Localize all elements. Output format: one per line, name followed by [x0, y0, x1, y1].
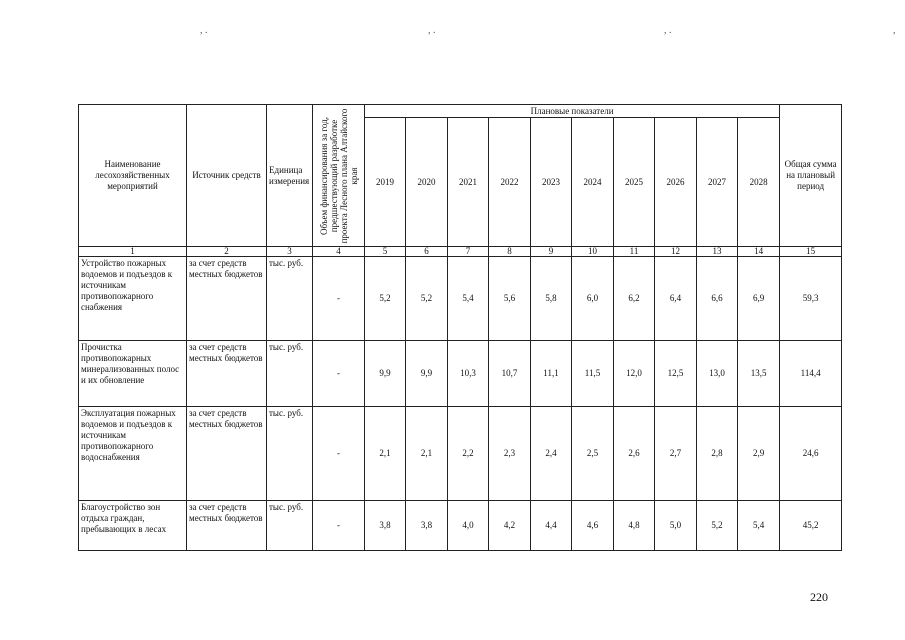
header-year: 2028: [738, 118, 780, 247]
row-value: 5,2: [697, 501, 738, 551]
header-year: 2020: [406, 118, 448, 247]
row-prior: -: [313, 501, 365, 551]
table-row: [79, 501, 842, 551]
row-value: 6,9: [738, 257, 780, 341]
header-year: 2019: [365, 118, 406, 247]
header-total: Общая сумма на плановый период: [780, 105, 842, 247]
column-number: 1: [79, 247, 187, 257]
row-source: за счет средств местных бюджетов: [187, 341, 267, 407]
row-value: 2,7: [655, 407, 697, 501]
row-value: 2,3: [489, 407, 531, 501]
row-value: 10,7: [489, 341, 531, 407]
row-name: Устройство пожарных водоемов и подъездов к источникам противопожарного снабжения: [79, 257, 187, 341]
row-name: Прочистка противопожарных минерализованных полос и их обновление: [79, 341, 187, 407]
column-number: 10: [572, 247, 614, 257]
header-year: 2022: [489, 118, 531, 247]
row-total: 24,6: [780, 407, 842, 501]
row-unit: тыс. руб.: [267, 407, 313, 501]
row-value: 2,9: [738, 407, 780, 501]
column-number: 12: [655, 247, 697, 257]
row-value: 11,5: [572, 341, 614, 407]
row-prior: -: [313, 257, 365, 341]
column-number: 4: [313, 247, 365, 257]
row-value: 2,1: [365, 407, 406, 501]
row-value: 4,8: [614, 501, 655, 551]
row-value: 3,8: [365, 501, 406, 551]
row-value: 2,6: [614, 407, 655, 501]
row-value: 6,4: [655, 257, 697, 341]
header-plan-title: Плановые показатели: [365, 105, 780, 118]
row-source: за счет средств местных бюджетов: [187, 257, 267, 341]
row-prior: -: [313, 407, 365, 501]
row-total: 114,4: [780, 341, 842, 407]
row-value: 10,3: [448, 341, 489, 407]
header-year: 2023: [531, 118, 572, 247]
column-number: 3: [267, 247, 313, 257]
row-unit: тыс. руб.: [267, 257, 313, 341]
row-value: 5,0: [655, 501, 697, 551]
header-source: Источник средств: [187, 105, 267, 247]
row-value: 4,6: [572, 501, 614, 551]
row-value: 5,2: [406, 257, 448, 341]
row-value: 12,5: [655, 341, 697, 407]
row-value: 12,0: [614, 341, 655, 407]
column-number: 8: [489, 247, 531, 257]
row-source: за счет средств местных бюджетов: [187, 407, 267, 501]
row-value: 6,0: [572, 257, 614, 341]
row-value: 13,5: [738, 341, 780, 407]
row-value: 4,4: [531, 501, 572, 551]
table-row: [79, 257, 842, 341]
page-number: 220: [810, 590, 828, 604]
header-prior-funding-text: Объем финансирования за год, предшествующий разработке проекта Лесного плана Алтайского края: [318, 108, 359, 243]
column-number: 15: [780, 247, 842, 257]
header-unit: Единица измерения: [267, 105, 313, 247]
column-number: 13: [697, 247, 738, 257]
row-value: 4,2: [489, 501, 531, 551]
row-value: 5,4: [738, 501, 780, 551]
header-year: 2025: [614, 118, 655, 247]
row-value: 6,6: [697, 257, 738, 341]
row-value: 13,0: [697, 341, 738, 407]
column-number: 2: [187, 247, 267, 257]
row-unit: тыс. руб.: [267, 341, 313, 407]
budget-table-sheet: [78, 104, 841, 551]
row-name: Эксплуатация пожарных водоемов и подъездов к источникам противопожарного водоснабжения: [79, 407, 187, 501]
header-name: Наименование лесохозяйственных мероприятий: [79, 105, 187, 247]
column-number: 11: [614, 247, 655, 257]
column-number: 7: [448, 247, 489, 257]
row-value: 2,4: [531, 407, 572, 501]
row-value: 9,9: [365, 341, 406, 407]
row-value: 5,6: [489, 257, 531, 341]
row-value: 5,4: [448, 257, 489, 341]
row-value: 9,9: [406, 341, 448, 407]
column-number: 6: [406, 247, 448, 257]
row-value: 5,2: [365, 257, 406, 341]
scan-artifacts: , . , . , . ,: [200, 25, 896, 36]
column-number: 14: [738, 247, 780, 257]
row-value: 2,2: [448, 407, 489, 501]
table-row: [79, 341, 842, 407]
row-total: 59,3: [780, 257, 842, 341]
row-value: 6,2: [614, 257, 655, 341]
row-prior: -: [313, 341, 365, 407]
row-value: 2,5: [572, 407, 614, 501]
row-value: 2,8: [697, 407, 738, 501]
column-number: 5: [365, 247, 406, 257]
row-name: Благоустройство зон отдыха граждан, пребывающих в лесах: [79, 501, 187, 551]
header-year: 2027: [697, 118, 738, 247]
header-year: 2024: [572, 118, 614, 247]
row-source: за счет средств местных бюджетов: [187, 501, 267, 551]
row-value: 5,8: [531, 257, 572, 341]
column-number: 9: [531, 247, 572, 257]
row-value: 11,1: [531, 341, 572, 407]
header-year: 2021: [448, 118, 489, 247]
table-row: [79, 407, 842, 501]
column-number-row: [79, 247, 842, 257]
header-prior-funding: [313, 105, 365, 247]
row-total: 45,2: [780, 501, 842, 551]
row-value: 3,8: [406, 501, 448, 551]
row-value: 2,1: [406, 407, 448, 501]
budget-table: [78, 104, 842, 551]
row-unit: тыс. руб.: [267, 501, 313, 551]
row-value: 4,0: [448, 501, 489, 551]
header-year: 2026: [655, 118, 697, 247]
